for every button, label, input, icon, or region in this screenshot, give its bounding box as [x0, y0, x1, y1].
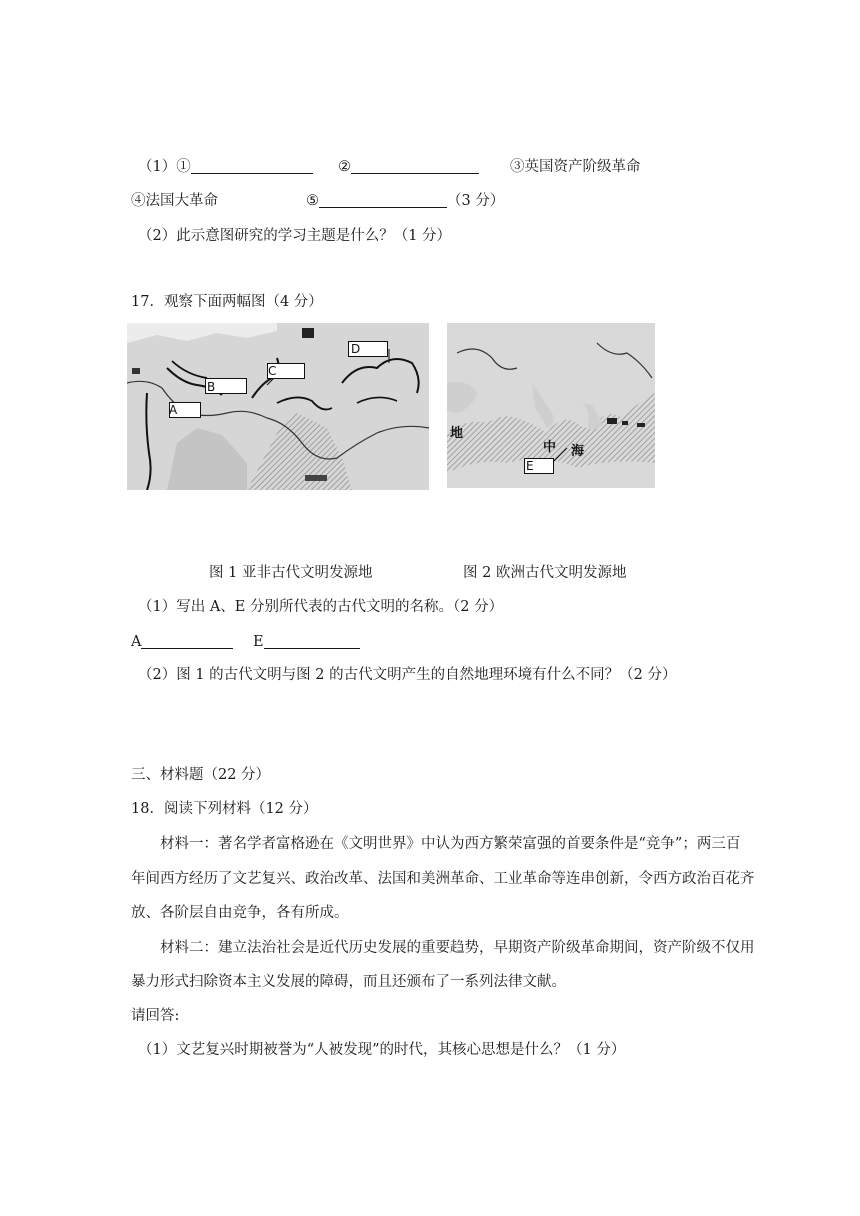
q16-item3: ③英国资产阶级革命: [510, 159, 641, 175]
q17-title: 17．观察下面两幅图（4 分）: [131, 294, 323, 310]
answer-blank-1[interactable]: [191, 157, 313, 174]
answer-blank-a[interactable]: [141, 632, 233, 649]
map1-label-c: C: [268, 364, 277, 378]
map2-sea-char-3: 海: [571, 444, 585, 459]
q16-sub1-line1: [138, 157, 313, 177]
q17-blank-e: E: [253, 632, 360, 652]
section-3-heading: 三、材料题（22 分）: [131, 767, 271, 783]
material-1-line-1: 材料一：著名学者富格逊在《文明世界》中认为西方繁荣富强的首要条件是“竞争”；两三百: [160, 836, 741, 852]
map2-label-e: E: [526, 459, 534, 473]
q18-sub1: （1）文艺复兴时期被誉为“人被发现”的时代，其核心思想是什么？（1 分）: [138, 1042, 626, 1058]
q16-item5: ⑤ （3 分）: [306, 193, 505, 209]
material-2-line-1: 材料二：建立法治社会是近代历史发展的重要趋势，早期资产阶级革命期间，资产阶级不仅用: [160, 940, 755, 956]
material-1-line-3: 放、各阶层自由竞争，各有所成。: [131, 905, 349, 921]
q16-score: （3 分）: [447, 193, 505, 209]
q18-prompt: 请回答:: [131, 1008, 180, 1024]
map-europe: [447, 323, 655, 488]
q16-item2: ②: [338, 157, 479, 177]
q16-sub2: （2）此示意图研究的学习主题是什么？（1 分）: [138, 228, 452, 244]
q16-item4: ④法国大革命: [131, 193, 218, 209]
map2-sea-char-2: 中: [543, 440, 557, 455]
q17-sub2: （2）图 1 的古代文明与图 2 的古代文明产生的自然地理环境有什么不同？（2 分）: [138, 667, 677, 683]
map1-label-b: B: [207, 380, 216, 394]
material-1-line-2: 年间西方经历了文艺复兴、政治改革、法国和美洲革命、工业革命等连串创新，令西方政治百花齐: [131, 871, 755, 887]
answer-blank-5[interactable]: [319, 191, 447, 208]
map2-sea-char-1: 地: [450, 426, 464, 441]
q16-item1-prefix: （1）①: [138, 159, 191, 175]
q18-title: 18．阅读下列材料（12 分）: [131, 801, 318, 817]
material-2-line-2: 暴力形式扫除资本主义发展的障碍，而且还颁布了一系列法律文献。: [131, 974, 566, 990]
answer-blank-e[interactable]: [264, 632, 360, 649]
figure-caption-2: 图 2 欧洲古代文明发源地: [463, 565, 627, 581]
map1-label-a: A: [169, 403, 178, 417]
figure-caption-1: 图 1 亚非古代文明发源地: [209, 565, 373, 581]
map-asia-africa: [127, 323, 429, 490]
q17-blank-a: A: [131, 632, 233, 652]
q17-sub1: （1）写出 A、E 分别所代表的古代文明的名称。（2 分）: [138, 599, 504, 615]
map1-label-d: D: [351, 342, 361, 356]
answer-blank-2[interactable]: [351, 157, 479, 174]
